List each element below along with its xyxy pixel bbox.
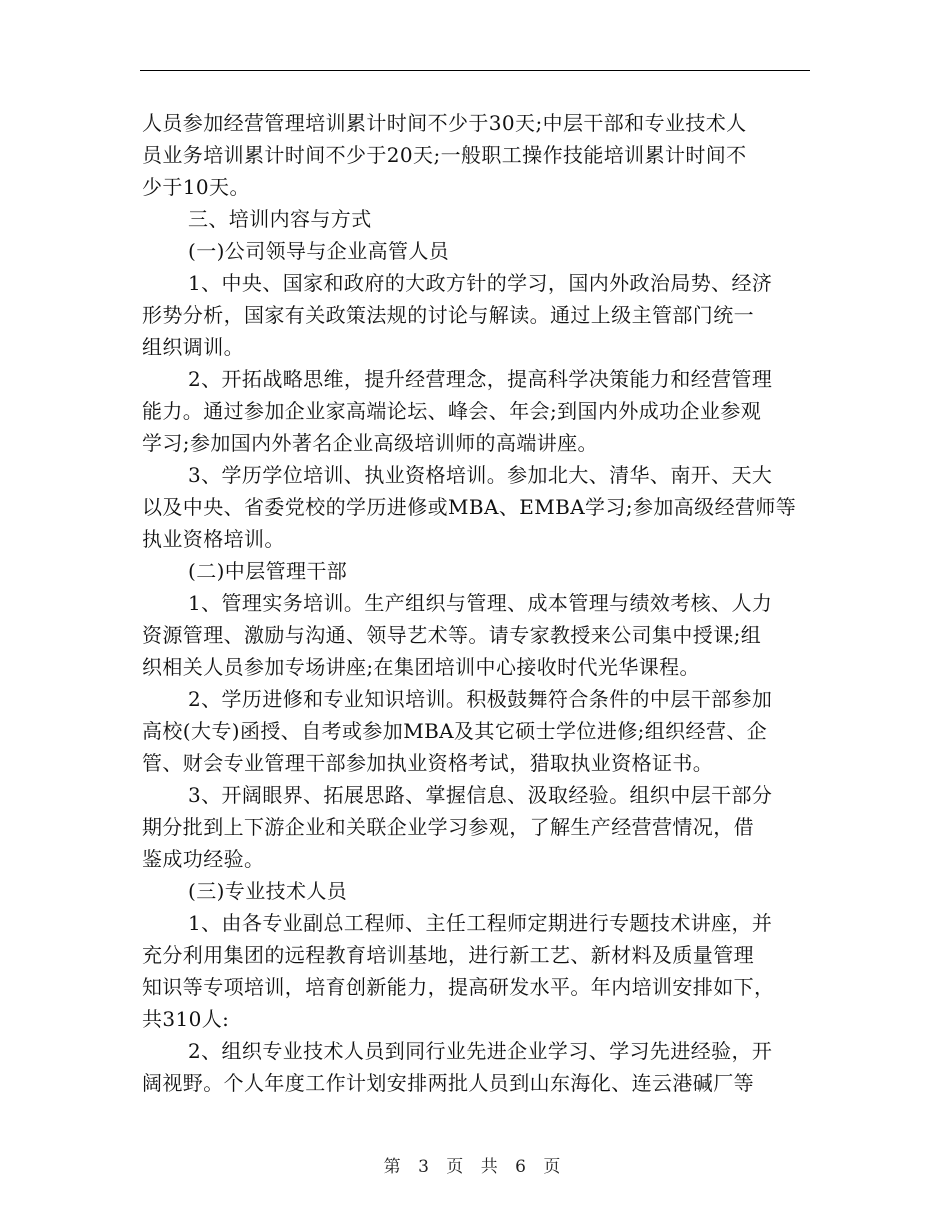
text-line: 知识等专项培训，培育创新能力，提高研发水平。年内培训安排如下， — [142, 975, 775, 999]
text-line: 1、由各专业副总工程师、主任工程师定期进行专题技术讲座，并 — [188, 911, 773, 935]
text-line: 员业务培训累计时间不少于20天;一般职工操作技能培训累计时间不 — [142, 143, 747, 167]
text-line: (一)公司领导与企业高管人员 — [188, 239, 450, 263]
text-line: 能力。通过参加企业家高端论坛、峰会、年会;到国内外成功企业参观 — [142, 399, 762, 423]
text-line: 三、培训内容与方式 — [188, 207, 372, 231]
text-line: 1、管理实务培训。生产组织与管理、成本管理与绩效考核、人力 — [188, 591, 773, 615]
document-body — [142, 107, 812, 1099]
text-line: 充分利用集团的远程教育培训基地，进行新工艺、新材料及质量管理 — [142, 943, 754, 967]
text-line: 3、学历学位培训、执业资格培训。参加北大、清华、南开、天大 — [188, 463, 773, 487]
header-rule — [140, 70, 810, 71]
text-line: 2、组织专业技术人员到同行业先进企业学习、学习先进经验，开 — [188, 1039, 773, 1063]
text-line: (二)中层管理干部 — [188, 559, 348, 583]
text-line: 高校(大专)函授、自考或参加MBA及其它硕士学位进修;组织经营、企 — [142, 719, 768, 743]
text-line: 组织调训。 — [142, 335, 244, 359]
text-line: 以及中央、省委党校的学历进修或MBA、EMBA学习;参加高级经营师等 — [142, 495, 797, 519]
text-line: 期分批到上下游企业和关联企业学习参观，了解生产经营营情况，借 — [142, 815, 754, 839]
text-line: 少于10天。 — [142, 175, 250, 199]
text-line: 3、开阔眼界、拓展思路、掌握信息、汲取经验。组织中层干部分 — [188, 783, 773, 807]
text-line: 管、财会专业管理干部参加执业资格考试，猎取执业资格证书。 — [142, 751, 714, 775]
text-line: 阔视野。个人年度工作计划安排两批人员到山东海化、连云港碱厂等 — [142, 1071, 754, 1095]
text-line: 资源管理、激励与沟通、领导艺术等。请专家教授来公司集中授课;组 — [142, 623, 762, 647]
text-line: 共310人: — [142, 1007, 230, 1031]
text-line: 2、开拓战略思维，提升经营理念，提高科学决策能力和经营管理 — [188, 367, 773, 391]
text-line: 学习;参加国内外著名企业高级培训师的高端讲座。 — [142, 431, 598, 455]
text-line: 形势分析，国家有关政策法规的讨论与解读。通过上级主管部门统一 — [142, 303, 754, 327]
text-line: 织相关人员参加专场讲座;在集团培训中心接收时代光华课程。 — [142, 655, 700, 679]
text-line: 鉴成功经验。 — [142, 847, 265, 871]
page-number-footer: 第 3 页 共 6 页 — [383, 1157, 567, 1177]
text-line: (三)专业技术人员 — [188, 879, 348, 903]
text-line: 1、中央、国家和政府的大政方针的学习，国内外政治局势、经济 — [188, 271, 773, 295]
text-line: 2、学历进修和专业知识培训。积极鼓舞符合条件的中层干部参加 — [188, 687, 773, 711]
text-line: 执业资格培训。 — [142, 527, 285, 551]
text-line: 人员参加经营管理培训累计时间不少于30天;中层干部和专业技术人 — [142, 111, 747, 135]
